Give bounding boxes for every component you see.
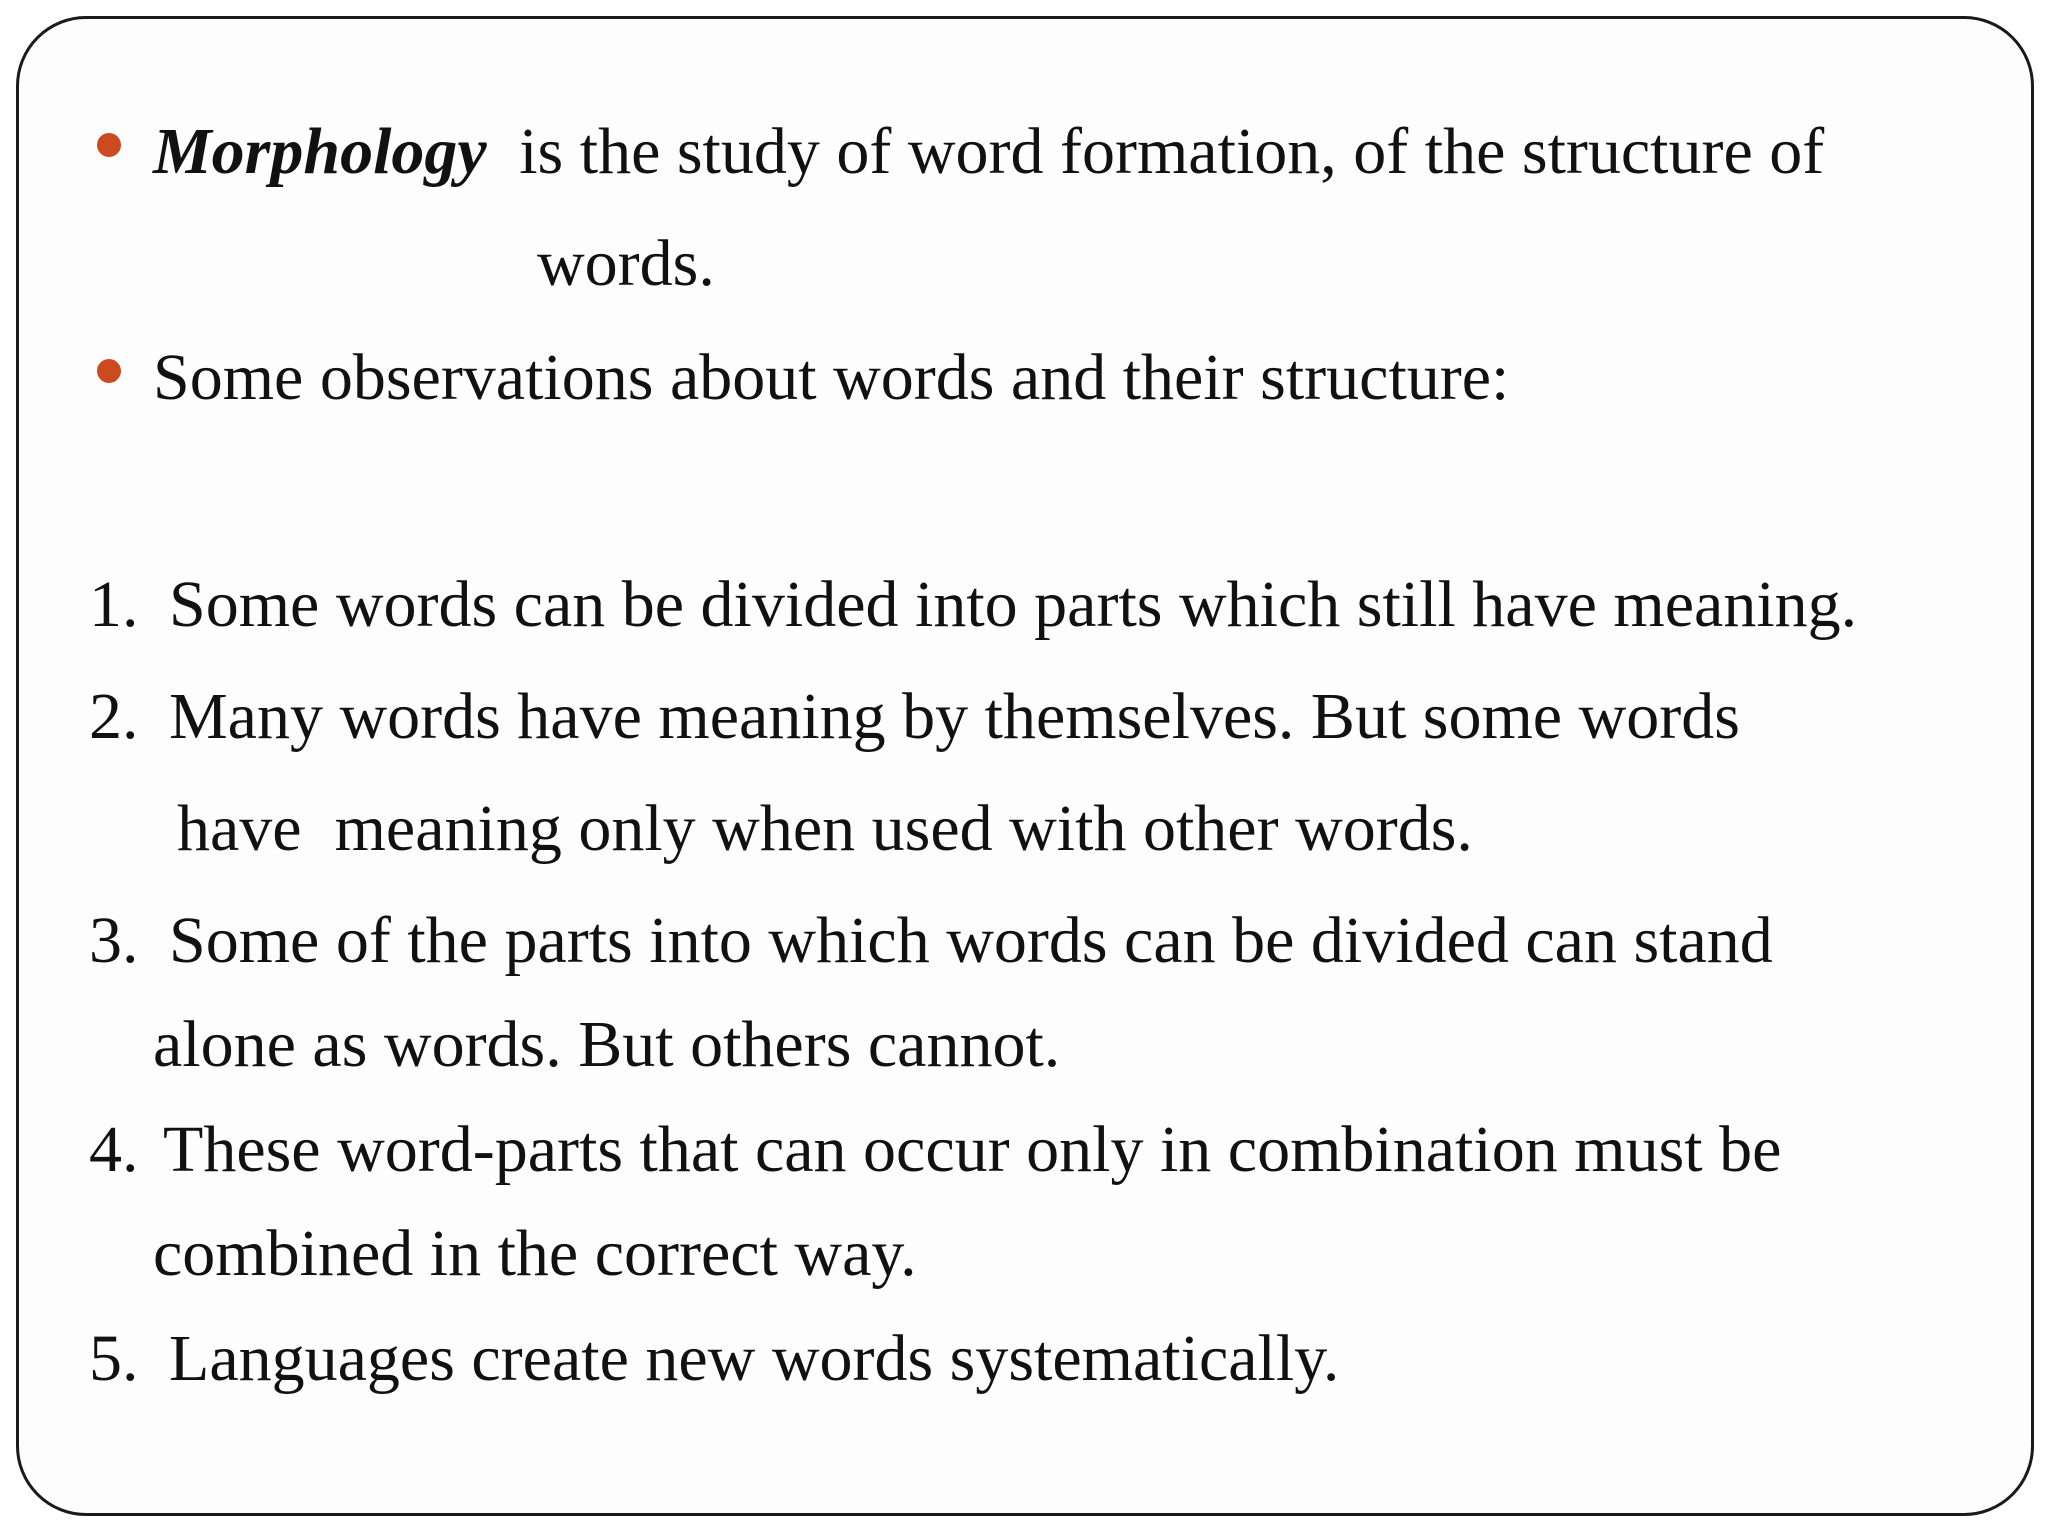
term-morphology: Morphology — [153, 115, 487, 188]
list-item-5 — [89, 1322, 1340, 1395]
list-item-text: Some words can be divided into parts which still have meaning. — [169, 568, 1858, 641]
bullet-dot-icon — [97, 359, 121, 383]
list-item-3 — [89, 904, 1773, 977]
bullet-dot-icon — [97, 133, 121, 157]
list-number: 2. — [89, 680, 139, 753]
list-item-text: Some of the parts into which words can be divided can stand — [169, 904, 1773, 977]
list-item-text: Languages create new words systematically. — [169, 1322, 1340, 1395]
list-item-4 — [89, 1113, 1782, 1186]
bullet-morphology-line2: words. — [537, 227, 715, 300]
list-number: 3. — [89, 904, 139, 977]
bullet-morphology-line1 — [153, 115, 1825, 188]
bullet-definition-text: is the study of word formation, of the structure of — [502, 115, 1825, 188]
slide — [16, 16, 2034, 1516]
list-item-text: These word-parts that can occur only in combination must be — [163, 1113, 1782, 1186]
list-item-2-continuation: have meaning only when used with other words. — [177, 792, 1473, 865]
bullet-observations: Some observations about words and their structure: — [153, 341, 1510, 414]
list-item-4-continuation: combined in the correct way. — [153, 1217, 917, 1290]
list-number: 4. — [89, 1113, 139, 1186]
list-number: 1. — [89, 568, 139, 641]
list-item-1 — [89, 568, 1858, 641]
list-number: 5. — [89, 1322, 139, 1395]
list-item-2 — [89, 680, 1740, 753]
list-item-text: Many words have meaning by themselves. But some words — [169, 680, 1740, 753]
list-item-3-continuation: alone as words. But others cannot. — [153, 1008, 1061, 1081]
